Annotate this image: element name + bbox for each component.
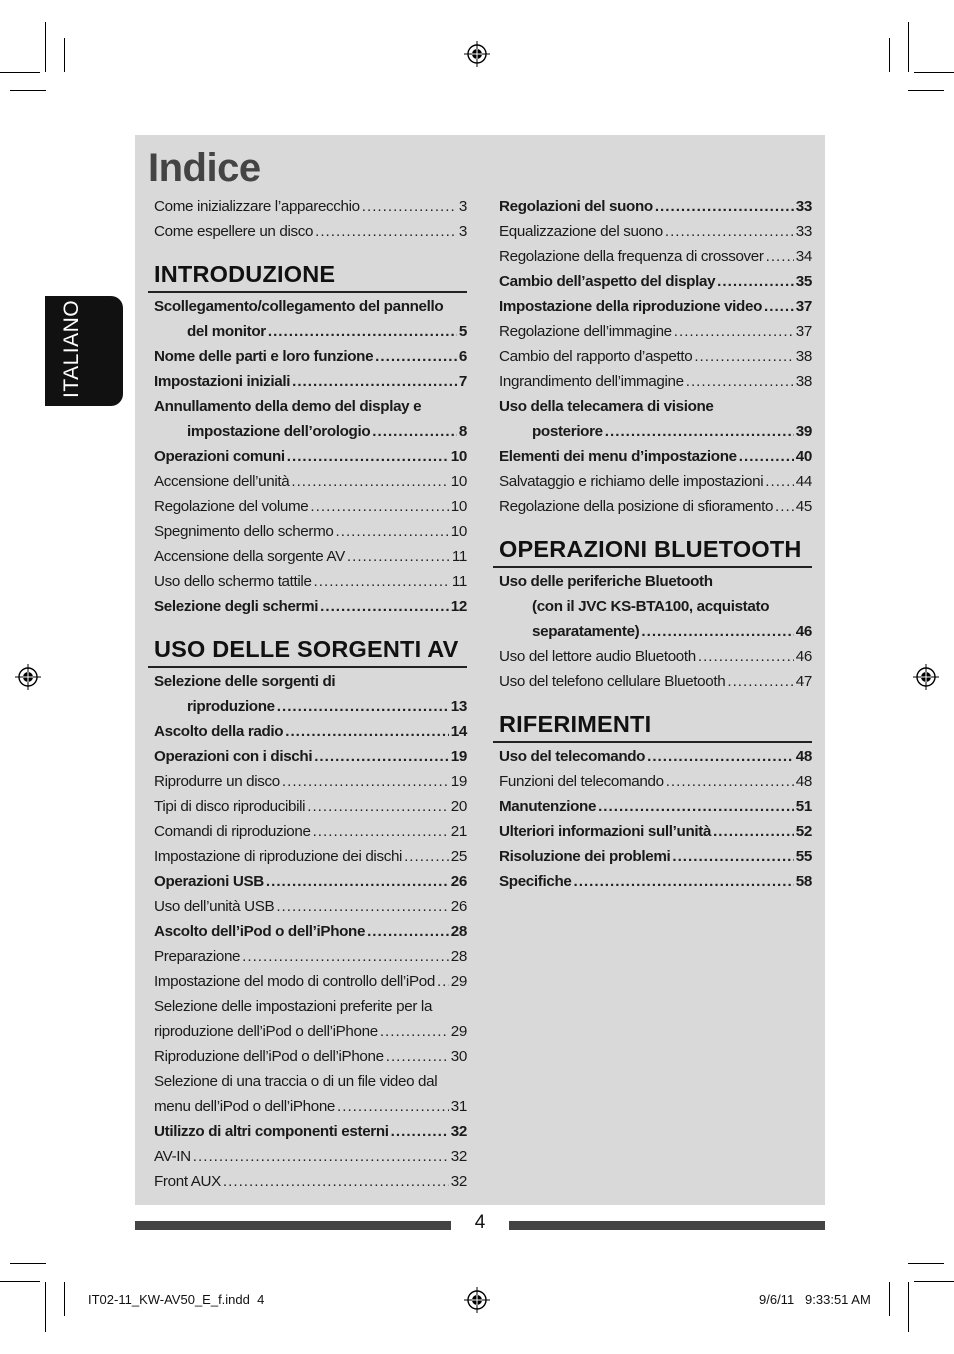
toc-entry[interactable] xyxy=(154,419,467,444)
toc-entry[interactable] xyxy=(154,944,467,969)
toc-entry-title: menu dell’iPod o dell’iPhone xyxy=(154,1098,336,1115)
slug-file: IT02-11_KW-AV50_E_f.indd xyxy=(88,1292,250,1307)
dot-leader xyxy=(337,1094,449,1119)
toc-entry[interactable] xyxy=(499,644,812,669)
toc-entry-page: 10 xyxy=(450,473,467,490)
section-rule xyxy=(493,741,812,743)
toc-entry[interactable] xyxy=(154,719,467,744)
toc-entry-title: Salvataggio e richiamo delle impostazioni xyxy=(499,473,764,490)
toc-entry-title: Tipi di disco riproducibili xyxy=(154,798,306,815)
toc-entry-title: impostazione dell’orologio xyxy=(187,423,371,440)
toc-entry-title: Selezione di una traccia o di un file video dal xyxy=(154,1073,438,1090)
footer-rule-left xyxy=(135,1221,451,1230)
toc-entry-title: Uso del telefono cellulare Bluetooth xyxy=(499,673,726,690)
toc-entry-title: Impostazione del modo di controllo dell’iPod xyxy=(154,973,435,990)
section-heading xyxy=(499,694,812,744)
dot-leader xyxy=(291,469,448,494)
dot-leader xyxy=(313,819,449,844)
toc-left-column xyxy=(154,194,467,1194)
crop-mark xyxy=(45,1282,46,1332)
dot-leader xyxy=(193,1144,449,1169)
slug-filename xyxy=(88,1292,264,1307)
toc-entry[interactable] xyxy=(499,369,812,394)
toc-entry-title: Equalizzazione del suono xyxy=(499,223,663,240)
dot-leader xyxy=(268,319,457,344)
toc-entry[interactable] xyxy=(154,369,467,394)
toc-entry-page: 19 xyxy=(450,773,467,790)
toc-entry[interactable] xyxy=(154,919,467,944)
toc-entry-title: Uso del telecomando xyxy=(499,748,646,765)
toc-entry[interactable] xyxy=(154,519,467,544)
toc-entry[interactable] xyxy=(154,569,467,594)
section-rule xyxy=(148,666,467,668)
toc-entry-page: 40 xyxy=(795,448,812,465)
toc-entry-title: Impostazioni iniziali xyxy=(154,373,291,390)
toc-entry[interactable] xyxy=(154,869,467,894)
toc-entry[interactable] xyxy=(499,394,812,419)
dot-leader xyxy=(336,519,449,544)
dot-leader xyxy=(386,1044,449,1069)
toc-entry[interactable] xyxy=(499,294,812,319)
dot-leader xyxy=(314,744,449,769)
crop-mark xyxy=(10,90,46,91)
toc-entry[interactable] xyxy=(154,394,467,419)
toc-entry[interactable] xyxy=(154,344,467,369)
dot-leader xyxy=(282,769,449,794)
crop-mark xyxy=(64,38,65,72)
toc-entry-title: Cambio del rapporto d’aspetto xyxy=(499,348,693,365)
dot-leader xyxy=(765,469,794,494)
section-heading xyxy=(499,519,812,569)
toc-entry-page: 45 xyxy=(795,498,812,515)
toc-entry-page: 26 xyxy=(450,873,467,890)
toc-entry-title: Selezione delle sorgenti di xyxy=(154,673,336,690)
toc-entry-title: Operazioni comuni xyxy=(154,448,285,465)
toc-entry[interactable] xyxy=(499,744,812,769)
toc-entry[interactable] xyxy=(154,1019,467,1044)
toc-entry-title: Ingrandimento dell’immagine xyxy=(499,373,684,390)
toc-entry[interactable] xyxy=(154,894,467,919)
dot-leader xyxy=(292,369,457,394)
toc-entry[interactable] xyxy=(499,869,812,894)
toc-entry-page: 20 xyxy=(450,798,467,815)
toc-entry[interactable] xyxy=(154,819,467,844)
toc-entry-page: 47 xyxy=(795,673,812,690)
toc-entry-title: Scollegamento/collegamento del pannello xyxy=(154,298,444,315)
toc-entry-title: Cambio dell’aspetto del display xyxy=(499,273,716,290)
dot-leader xyxy=(307,794,449,819)
toc-entry[interactable] xyxy=(499,669,812,694)
toc-entry-title: Riproduzione dell’iPod o dell’iPhone xyxy=(154,1048,384,1065)
dot-leader xyxy=(314,569,450,594)
toc-entry-title: AV-IN xyxy=(154,1148,191,1165)
toc-entry-title: riproduzione xyxy=(187,698,275,715)
slug-date: 9/6/11 xyxy=(759,1292,795,1307)
dot-leader xyxy=(764,294,794,319)
dot-leader xyxy=(672,844,793,869)
toc-entry-page: 3 xyxy=(458,198,467,215)
dot-leader xyxy=(598,794,794,819)
crop-mark xyxy=(914,1281,954,1282)
dot-leader xyxy=(404,844,449,869)
registration-mark-icon xyxy=(464,1287,490,1313)
toc-entry-title: separatamente) xyxy=(532,623,640,640)
dot-leader xyxy=(367,919,449,944)
dot-leader xyxy=(775,494,794,519)
toc-entry-title: Uso del lettore audio Bluetooth xyxy=(499,648,696,665)
toc-entry-page: 28 xyxy=(450,923,467,940)
section-rule xyxy=(493,566,812,568)
footer-rule-right xyxy=(509,1221,825,1230)
toc-entry[interactable] xyxy=(154,294,467,319)
registration-mark-icon xyxy=(15,664,41,690)
dot-leader xyxy=(665,219,794,244)
toc-entry-title: Annullamento della demo del display e xyxy=(154,398,422,415)
toc-entry-title: Come inizializzare l’apparecchio xyxy=(154,198,360,215)
dot-leader xyxy=(372,419,457,444)
dot-leader xyxy=(266,869,449,894)
toc-entry-title: Front AUX xyxy=(154,1173,221,1190)
crop-mark xyxy=(10,1263,46,1264)
toc-entry-page: 51 xyxy=(795,798,812,815)
toc-entry-title: Operazioni con i dischi xyxy=(154,748,313,765)
toc-entry-page: 55 xyxy=(795,848,812,865)
dot-leader xyxy=(277,694,449,719)
toc-entry[interactable] xyxy=(154,669,467,694)
toc-entry[interactable] xyxy=(499,219,812,244)
dot-leader xyxy=(362,194,457,219)
section-heading xyxy=(154,619,467,669)
toc-entry[interactable] xyxy=(154,1069,467,1094)
dot-leader xyxy=(686,369,794,394)
language-tab-label: ITALIANO xyxy=(60,299,83,398)
dot-leader xyxy=(223,1169,449,1194)
toc-entry-title: Elementi dei menu d’impostazione xyxy=(499,448,737,465)
toc-entry[interactable] xyxy=(499,769,812,794)
slug-datetime xyxy=(759,1292,871,1307)
page-number: 4 xyxy=(474,1212,486,1233)
toc-entry[interactable] xyxy=(154,794,467,819)
dot-leader xyxy=(713,819,794,844)
toc-entry-page: 33 xyxy=(795,223,812,240)
toc-entry-title: Accensione della sorgente AV xyxy=(154,548,345,565)
crop-mark xyxy=(64,1282,65,1316)
toc-entry[interactable] xyxy=(154,844,467,869)
toc-entry[interactable] xyxy=(154,319,467,344)
toc-entry[interactable] xyxy=(154,444,467,469)
toc-entry[interactable] xyxy=(499,194,812,219)
language-tab xyxy=(45,296,123,406)
toc-entry-page: 8 xyxy=(458,423,467,440)
toc-entry-page: 48 xyxy=(795,773,812,790)
toc-entry-title: Regolazione dell’immagine xyxy=(499,323,672,340)
toc-entry-title: Regolazioni del suono xyxy=(499,198,653,215)
toc-entry-title: Selezione degli schermi xyxy=(154,598,319,615)
dot-leader xyxy=(655,194,794,219)
toc-entry-page: 37 xyxy=(795,323,812,340)
toc-entry[interactable] xyxy=(499,269,812,294)
crop-mark xyxy=(914,72,954,73)
toc-entry-page: 46 xyxy=(795,623,812,640)
toc-entry-title: Regolazione della posizione di sfioramento xyxy=(499,498,774,515)
toc-entry-title: Uso della telecamera di visione xyxy=(499,398,714,415)
toc-entry-title: Funzioni del telecomando xyxy=(499,773,664,790)
toc-entry-page: 58 xyxy=(795,873,812,890)
toc-entry-page: 12 xyxy=(450,598,467,615)
dot-leader xyxy=(717,269,794,294)
toc-entry-page: 13 xyxy=(450,698,467,715)
crop-mark xyxy=(0,1281,40,1282)
dot-leader xyxy=(285,719,449,744)
toc-entry[interactable] xyxy=(154,769,467,794)
toc-entry[interactable] xyxy=(499,819,812,844)
toc-entry-page: 38 xyxy=(795,348,812,365)
toc-entry-page: 31 xyxy=(450,1098,467,1115)
toc-entry-page: 10 xyxy=(450,523,467,540)
toc-entry-title: Selezione delle impostazioni preferite per la xyxy=(154,998,433,1015)
toc-right-column xyxy=(499,194,812,894)
toc-entry[interactable] xyxy=(154,194,467,219)
crop-mark xyxy=(908,22,909,72)
toc-entry-title: Impostazione di riproduzione dei dischi xyxy=(154,848,403,865)
toc-entry[interactable] xyxy=(154,1044,467,1069)
toc-entry-page: 52 xyxy=(795,823,812,840)
toc-entry-title: Ascolto dell’iPod o dell’iPhone xyxy=(154,923,366,940)
toc-entry[interactable] xyxy=(154,494,467,519)
toc-entry[interactable] xyxy=(499,419,812,444)
dot-leader xyxy=(694,344,793,369)
toc-entry-page: 21 xyxy=(450,823,467,840)
registration-mark-icon xyxy=(913,664,939,690)
toc-entry-page: 44 xyxy=(795,473,812,490)
toc-entry-page: 7 xyxy=(458,373,467,390)
toc-entry-page: 14 xyxy=(450,723,467,740)
crop-mark xyxy=(908,90,944,91)
toc-entry[interactable] xyxy=(154,994,467,1019)
toc-entry-page: 34 xyxy=(795,248,812,265)
dot-leader xyxy=(375,344,457,369)
toc-entry-page: 29 xyxy=(450,973,467,990)
slug-file-page: 4 xyxy=(257,1292,265,1307)
toc-entry-title: Manutenzione xyxy=(499,798,597,815)
toc-entry-page: 48 xyxy=(795,748,812,765)
dot-leader xyxy=(380,1019,449,1044)
toc-entry[interactable] xyxy=(499,344,812,369)
toc-entry[interactable] xyxy=(499,569,812,594)
toc-entry-page: 35 xyxy=(795,273,812,290)
toc-entry-title: Uso delle periferiche Bluetooth xyxy=(499,573,713,590)
toc-entry-page: 28 xyxy=(450,948,467,965)
toc-entry-title: Nome delle parti e loro funzione xyxy=(154,348,374,365)
toc-entry[interactable] xyxy=(499,444,812,469)
toc-entry-page: 11 xyxy=(451,548,467,565)
toc-entry-title: Uso dello schermo tattile xyxy=(154,573,312,590)
slug-time: 9:33:51 AM xyxy=(805,1292,871,1307)
dot-leader xyxy=(276,894,448,919)
toc-entry[interactable] xyxy=(154,1094,467,1119)
dot-leader xyxy=(287,444,449,469)
section-heading-label: RIFERIMENTI xyxy=(499,711,652,737)
toc-entry-title: Preparazione xyxy=(154,948,241,965)
toc-entry-page: 39 xyxy=(795,423,812,440)
toc-entry-page: 10 xyxy=(450,448,467,465)
dot-leader xyxy=(605,419,794,444)
toc-entry[interactable] xyxy=(499,594,812,619)
dot-leader xyxy=(315,219,457,244)
toc-entry-title: Uso dell’unità USB xyxy=(154,898,275,915)
dot-leader xyxy=(573,869,793,894)
toc-entry-title: Riprodurre un disco xyxy=(154,773,280,790)
dot-leader xyxy=(666,769,794,794)
toc-entry-title: Utilizzo di altri componenti esterni xyxy=(154,1123,389,1140)
toc-entry[interactable] xyxy=(154,594,467,619)
dot-leader xyxy=(727,669,793,694)
toc-entry[interactable] xyxy=(499,794,812,819)
dot-leader xyxy=(647,744,794,769)
dot-leader xyxy=(698,644,794,669)
dot-leader xyxy=(320,594,449,619)
toc-entry-title: Regolazione della frequenza di crossover xyxy=(499,248,764,265)
toc-entry-title: Specifiche xyxy=(499,873,572,890)
toc-entry[interactable] xyxy=(154,1144,467,1169)
toc-entry-title: Ascolto della radio xyxy=(154,723,284,740)
page-title: Indice xyxy=(148,146,261,190)
toc-entry[interactable] xyxy=(154,694,467,719)
toc-entry-page: 6 xyxy=(458,348,467,365)
dot-leader xyxy=(641,619,793,644)
dot-leader xyxy=(391,1119,449,1144)
toc-entry[interactable] xyxy=(154,544,467,569)
toc-entry-title: Ulteriori informazioni sull’unità xyxy=(499,823,712,840)
toc-entry-page: 32 xyxy=(450,1173,467,1190)
toc-entry-page: 32 xyxy=(450,1148,467,1165)
toc-entry[interactable] xyxy=(154,1169,467,1194)
section-heading-label: USO DELLE SORGENTI AV xyxy=(154,636,459,662)
toc-entry-page: 19 xyxy=(450,748,467,765)
toc-entry-page: 5 xyxy=(458,323,467,340)
section-rule xyxy=(148,291,467,293)
toc-entry-title: Accensione dell’unità xyxy=(154,473,290,490)
toc-entry-page: 26 xyxy=(450,898,467,915)
toc-entry[interactable] xyxy=(154,469,467,494)
toc-entry-page: 29 xyxy=(450,1023,467,1040)
crop-mark xyxy=(908,1263,944,1264)
crop-mark xyxy=(889,1282,890,1316)
toc-entry-title: (con il JVC KS-BTA100, acquistato xyxy=(532,598,770,615)
toc-entry-title: Come espellere un disco xyxy=(154,223,314,240)
toc-entry-page: 38 xyxy=(795,373,812,390)
toc-entry[interactable] xyxy=(499,494,812,519)
dot-leader xyxy=(242,944,449,969)
toc-entry-page: 11 xyxy=(451,573,467,590)
toc-entry[interactable] xyxy=(499,844,812,869)
toc-entry-page: 37 xyxy=(795,298,812,315)
crop-mark xyxy=(45,22,46,72)
toc-entry-title: Operazioni USB xyxy=(154,873,264,890)
toc-entry-title: Regolazione del volume xyxy=(154,498,309,515)
toc-entry-title: Impostazione della riproduzione video xyxy=(499,298,762,315)
toc-entry[interactable] xyxy=(154,1119,467,1144)
dot-leader xyxy=(437,969,449,994)
toc-entry[interactable] xyxy=(499,319,812,344)
toc-entry[interactable] xyxy=(499,244,812,269)
crop-mark xyxy=(908,1282,909,1332)
dot-leader xyxy=(347,544,450,569)
dot-leader xyxy=(310,494,448,519)
toc-entry-title: posteriore xyxy=(532,423,603,440)
registration-mark-icon xyxy=(464,41,490,67)
section-heading xyxy=(154,244,467,294)
toc-entry-page: 30 xyxy=(450,1048,467,1065)
toc-entry-page: 25 xyxy=(450,848,467,865)
crop-mark xyxy=(0,72,40,73)
section-heading-label: INTRODUZIONE xyxy=(154,261,336,287)
toc-entry[interactable] xyxy=(154,969,467,994)
dot-leader xyxy=(766,244,794,269)
toc-entry-title: Comandi di riproduzione xyxy=(154,823,311,840)
toc-entry-title: Risoluzione dei problemi xyxy=(499,848,671,865)
toc-entry-title: riproduzione dell’iPod o dell’iPhone xyxy=(154,1023,378,1040)
toc-entry[interactable] xyxy=(154,219,467,244)
toc-entry[interactable] xyxy=(499,469,812,494)
toc-entry-title: Spegnimento dello schermo xyxy=(154,523,334,540)
toc-entry[interactable] xyxy=(499,619,812,644)
crop-mark xyxy=(889,38,890,72)
dot-leader xyxy=(674,319,794,344)
toc-entry-page: 46 xyxy=(795,648,812,665)
toc-entry[interactable] xyxy=(154,744,467,769)
toc-entry-page: 3 xyxy=(458,223,467,240)
section-heading-label: OPERAZIONI BLUETOOTH xyxy=(499,536,802,562)
toc-entry-page: 33 xyxy=(795,198,812,215)
toc-entry-page: 10 xyxy=(450,498,467,515)
toc-entry-page: 32 xyxy=(450,1123,467,1140)
dot-leader xyxy=(739,444,794,469)
toc-entry-title: del monitor xyxy=(187,323,266,340)
